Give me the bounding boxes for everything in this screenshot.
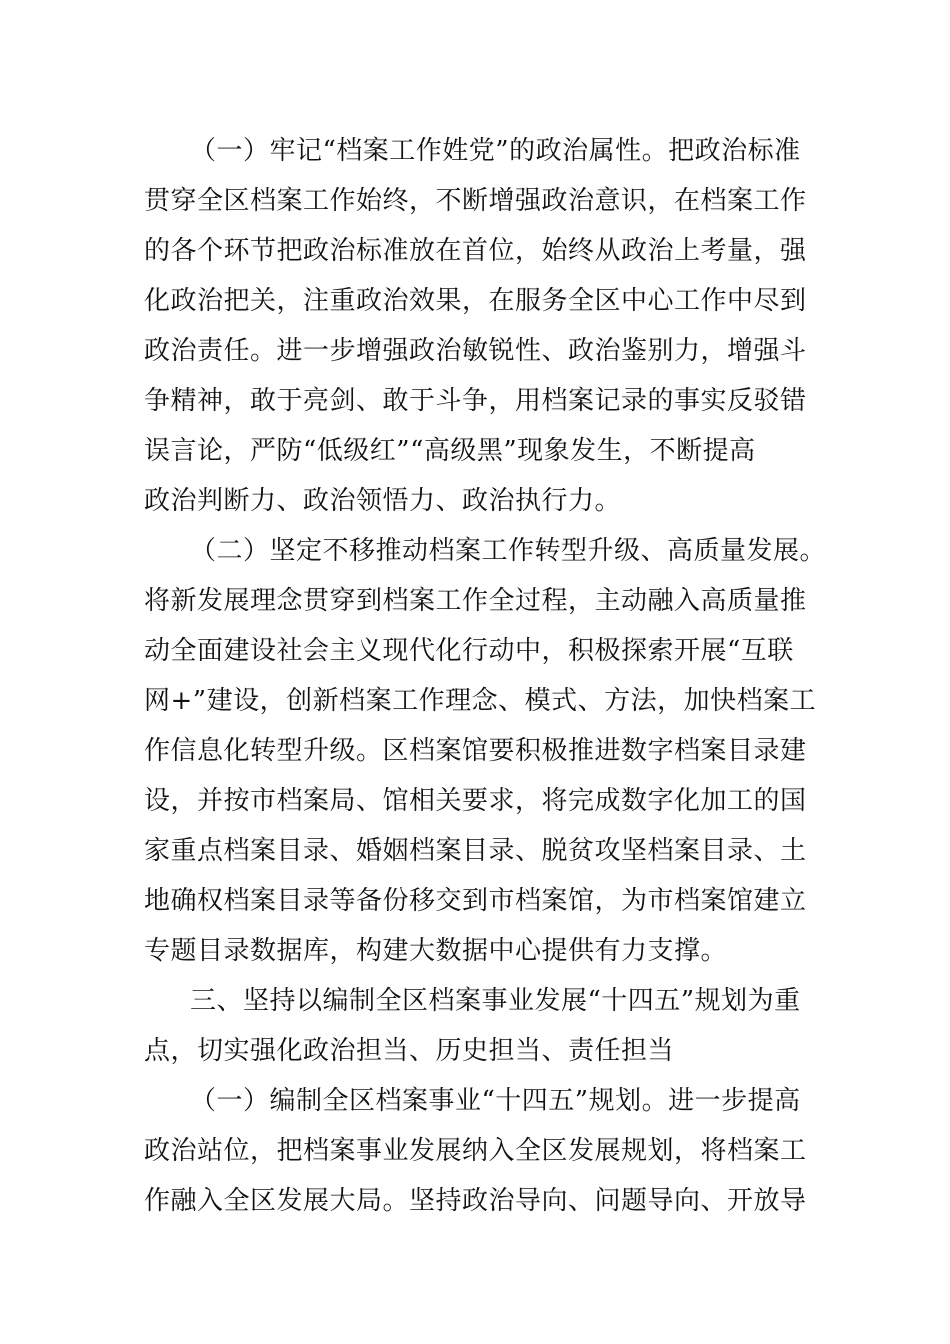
text-line: 政治判断力、政治领悟力、政治执行力。: [144, 486, 622, 516]
text-line: 专题目录数据库，构建大数据中心提供有力支撑。: [144, 936, 728, 966]
text-line: 将新发展理念贯穿到档案工作全过程，主动融入高质量推: [144, 586, 807, 616]
text-line: 设，并按市档案局、馆相关要求，将完成数字化加工的国: [144, 786, 807, 816]
text-line: 贯穿全区档案工作始终，不断增强政治意识，在档案工作: [144, 186, 807, 216]
text-line: 作融入全区发展大局。坚持政治导向、问题导向、开放导: [144, 1186, 807, 1216]
text-line: （一）编制全区档案事业“十四五”规划。进一步提高: [190, 1086, 801, 1116]
text-line: 的各个环节把政治标准放在首位，始终从政治上考量，强: [144, 236, 807, 266]
text-line: 政治站位，把档案事业发展纳入全区发展规划，将档案工: [144, 1136, 807, 1166]
text-line: （一）牢记“档案工作姓党”的政治属性。把政治标准: [190, 136, 801, 166]
text-line: 网+”建设，创新档案工作理念、模式、方法，加快档案工: [144, 686, 817, 716]
text-line: 政治责任。进一步增强政治敏锐性、政治鉴别力，增强斗: [144, 336, 807, 366]
text-line: 误言论，严防“低级红”“高级黑”现象发生，不断提高: [144, 436, 756, 466]
text-line: 作信息化转型升级。区档案馆要积极推进数字档案目录建: [144, 736, 807, 766]
text-line: （二）坚定不移推动档案工作转型升级、高质量发展。: [190, 536, 827, 566]
text-line: 地确权档案目录等备份移交到市档案馆，为市档案馆建立: [144, 886, 807, 916]
text-line: 化政治把关，注重政治效果，在服务全区中心工作中尽到: [144, 286, 807, 316]
text-line: 动全面建设社会主义现代化行动中，积极探索开展“互联: [144, 636, 794, 666]
text-line: 争精神，敢于亮剑、敢于斗争，用档案记录的事实反驳错: [144, 386, 807, 416]
section-heading-line: 三、坚持以编制全区档案事业发展“十四五”规划为重: [190, 986, 801, 1016]
text-line: 家重点档案目录、婚姻档案目录、脱贫攻坚档案目录、土: [144, 836, 807, 866]
section-heading-line: 点，切实强化政治担当、历史担当、责任担当: [144, 1036, 675, 1066]
